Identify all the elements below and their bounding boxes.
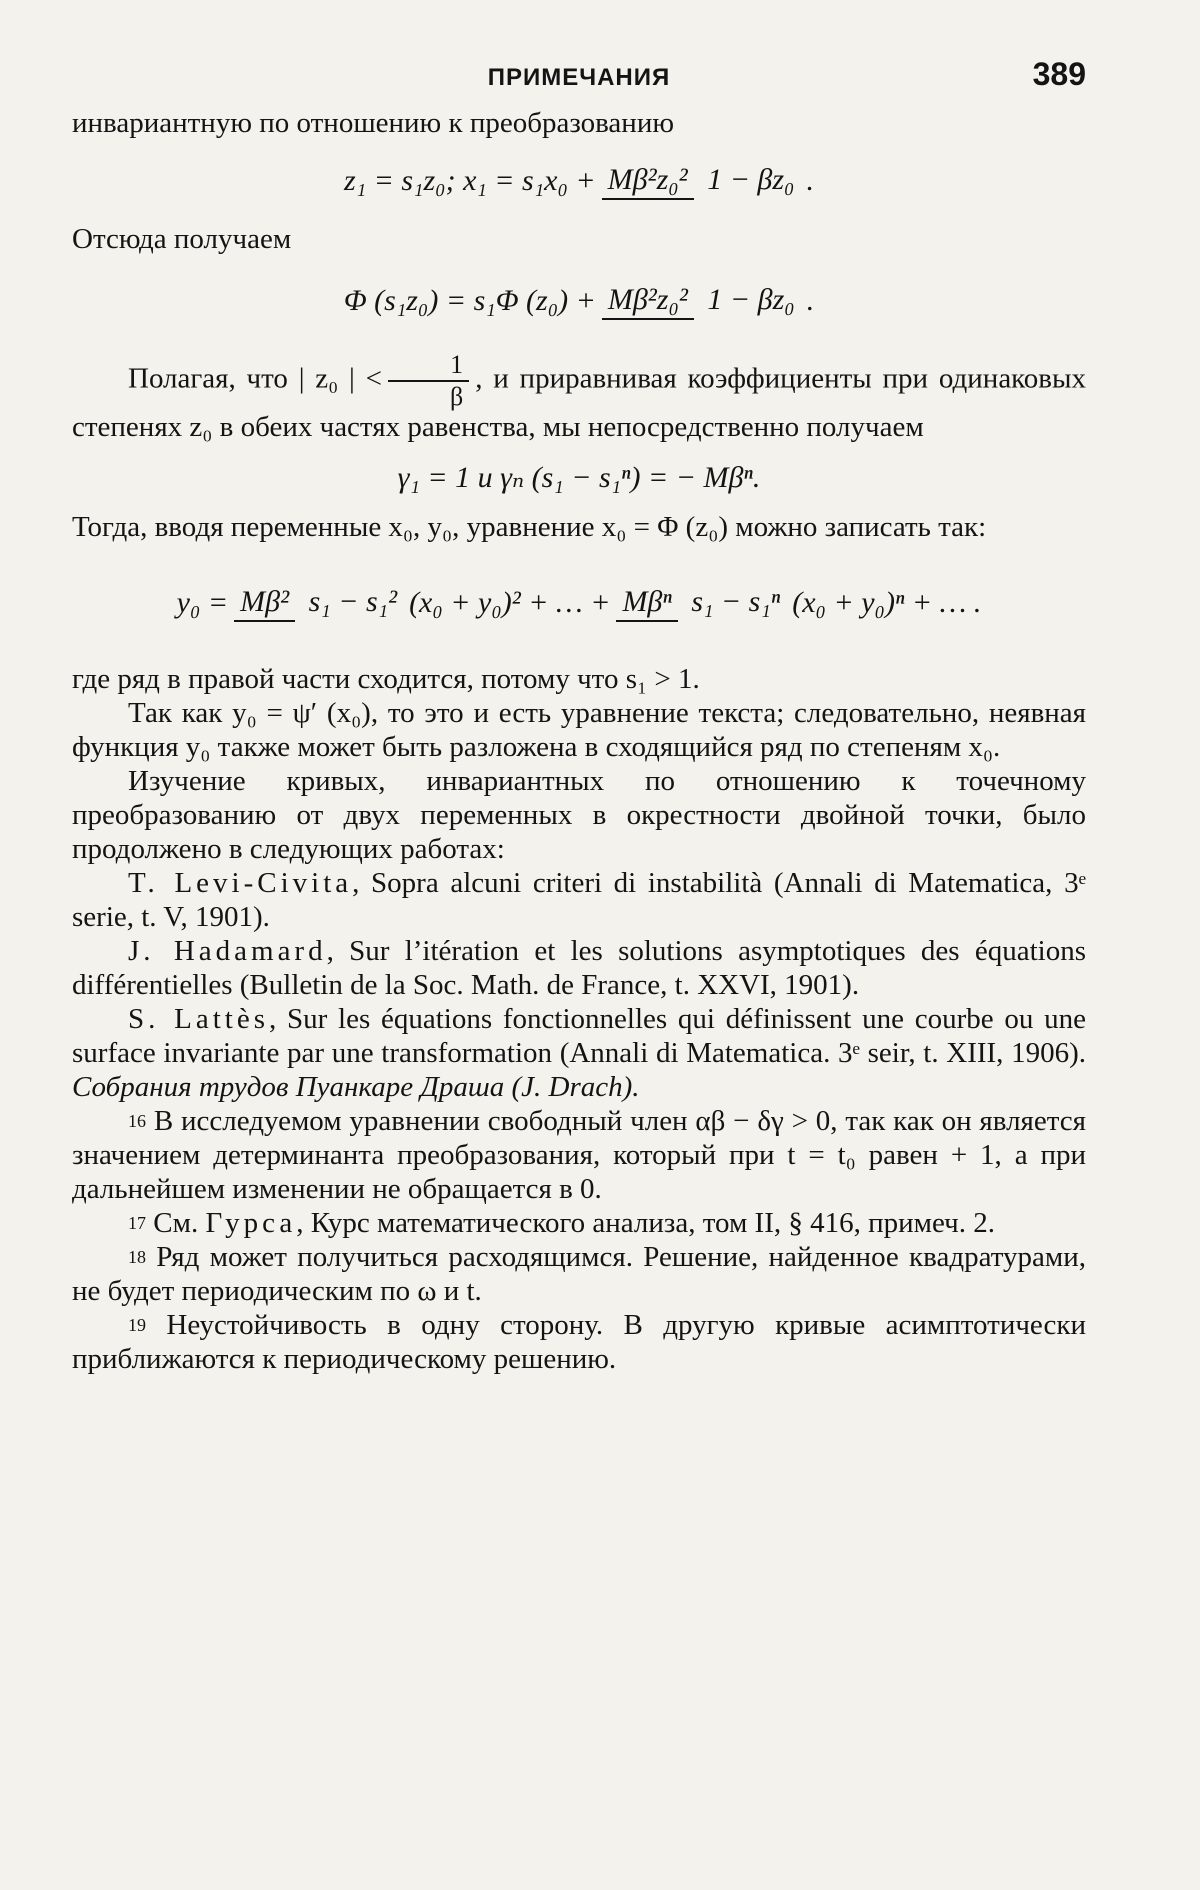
reference-2-author: J. Hadamard bbox=[128, 935, 327, 967]
paragraph-3-start: Полагая, что | z₀ | < bbox=[128, 362, 382, 395]
note-19 bbox=[72, 1308, 1086, 1376]
page-header bbox=[72, 50, 1086, 106]
note-18 bbox=[72, 1240, 1086, 1308]
note-18-number: 18 bbox=[128, 1247, 146, 1267]
equation-1 bbox=[72, 140, 1086, 222]
paragraph-4: Тогда, вводя переменные x₀, y₀, уравнение x₀ = Φ (z₀) можно записать так: bbox=[72, 511, 987, 543]
equation-1-denominator: 1 − βz₀ bbox=[707, 163, 795, 196]
note-16 bbox=[72, 1104, 1086, 1206]
paragraph-2: Отсюда получаем bbox=[72, 223, 292, 255]
note-18-text: Ряд может получиться расходящимся. Решение, найденное квадратурами, не будет периодическим по ω и t. bbox=[72, 1241, 1086, 1307]
equation-4-fraction-1 bbox=[234, 584, 403, 622]
equation-4-middle: (x₀ + y₀)² + … + bbox=[409, 586, 611, 619]
paragraph-7: Изучение кривых, инвариантных по отношению к точечному преобразованию от двух переменных в окрестности двойной точки, было продолжено в следующих работах: bbox=[72, 765, 1086, 865]
equation-4-numerator-2: Mβⁿ bbox=[616, 586, 677, 622]
note-16-number: 16 bbox=[128, 1111, 146, 1131]
equation-1-numerator: Mβ²z₀² bbox=[602, 164, 694, 200]
paragraph-3-fraction-num: 1 bbox=[388, 352, 469, 382]
equation-3 bbox=[72, 444, 1086, 510]
equation-2 bbox=[72, 256, 1086, 346]
reference-3-author: S. Lattès bbox=[128, 1003, 269, 1035]
equation-2-denominator: 1 − βz₀ bbox=[707, 283, 795, 316]
note-17-text: , Курс математического анализа, том II, § 416, примеч. 2. bbox=[296, 1207, 995, 1239]
reference-1-text: , Sopra alcuni criteri di instabilità (Annali di Matematica, 3ᵉ serie, t. V, 1901). bbox=[72, 867, 1086, 933]
page-number: 389 bbox=[1032, 56, 1086, 92]
paragraph-6: Так как y₀ = ψ′ (x₀), то это и есть уравнение текста; следовательно, неявная функция y₀ также может быть разложена в сходящийся ряд по степеням x₀. bbox=[72, 697, 1086, 763]
note-19-text: Неустойчивость в одну сторону. В другую кривые асимптотически приближаются к периодическому решению. bbox=[72, 1309, 1087, 1375]
note-16-text: В исследуемом уравнении свободный член αβ − δγ > 0, так как он является значением детерминанта преобразования, который при t = t₀ равен + 1, а при дальнейшем изменении не обращается в 0. bbox=[72, 1105, 1086, 1205]
equation-4-fraction-2 bbox=[616, 584, 786, 622]
reference-1-author: T. Levi-Civita bbox=[128, 867, 353, 899]
reference-3 bbox=[72, 1002, 1086, 1104]
paragraph-5: где ряд в правой части сходится, потому что s₁ > 1. bbox=[72, 663, 700, 695]
note-17 bbox=[72, 1206, 1086, 1240]
note-17-prefix: См. bbox=[153, 1207, 206, 1239]
reference-2 bbox=[72, 934, 1086, 1002]
equation-1-lhs: z₁ = s₁z₀; x₁ = s₁x₀ + bbox=[344, 164, 596, 197]
paragraph-3-fraction bbox=[388, 352, 469, 410]
note-19-number: 19 bbox=[128, 1315, 146, 1335]
equation-2-numerator: Mβ²z₀² bbox=[602, 284, 694, 320]
paragraph-1: инвариантную по отношению к преобразованию bbox=[72, 107, 675, 139]
equation-4-lhs: y₀ = bbox=[176, 586, 229, 619]
paragraph-3-end: , и приравнивая коэффициенты при одинаковых степенях z₀ в обеих частях равенства, мы непосредственно получаем bbox=[72, 362, 1086, 443]
reference-1 bbox=[72, 866, 1086, 934]
equation-4 bbox=[72, 544, 1086, 662]
equation-4-numerator-1: Mβ² bbox=[234, 586, 295, 622]
paragraph-3 bbox=[72, 352, 1086, 444]
paragraph-3-fraction-den: β bbox=[449, 382, 464, 411]
equation-2-lhs: Φ (s₁z₀) = s₁Φ (z₀) + bbox=[343, 284, 596, 317]
note-17-author: Гурса bbox=[205, 1207, 297, 1239]
running-head: ПРИМЕЧАНИЯ bbox=[487, 64, 671, 91]
equation-2-fraction bbox=[602, 282, 801, 320]
equation-4-denominator-1: s₁ − s₁² bbox=[308, 585, 398, 618]
equation-4-denominator-2: s₁ − s₁ⁿ bbox=[691, 585, 781, 618]
equation-4-tail: (x₀ + y₀)ⁿ + … . bbox=[792, 586, 982, 619]
reference-3-text: , Sur les équations fonctionnelles qui définissent une courbe ou une surface invariante par une transformation (Annali di Matematica. 3ᵉ seir, t. XIII, 1906). bbox=[72, 1003, 1086, 1069]
reference-3-extra: Собрания трудов Пуанкаре Драша (J. Drach). bbox=[72, 1071, 640, 1103]
equation-1-tail: . bbox=[806, 164, 814, 197]
equation-1-fraction bbox=[602, 162, 801, 200]
reference-2-text: , Sur l’itération et les solutions asymptotiques des équations différentielles (Bulletin de la Soc. Math. de France, t. XXVI, 1901). bbox=[72, 935, 1087, 1001]
page bbox=[72, 50, 1086, 1850]
equation-2-tail: . bbox=[806, 284, 815, 317]
note-17-number: 17 bbox=[128, 1213, 146, 1233]
equation-3-text: γ₁ = 1 и γₙ (s₁ − s₁ⁿ) = − Mβⁿ. bbox=[397, 460, 761, 494]
